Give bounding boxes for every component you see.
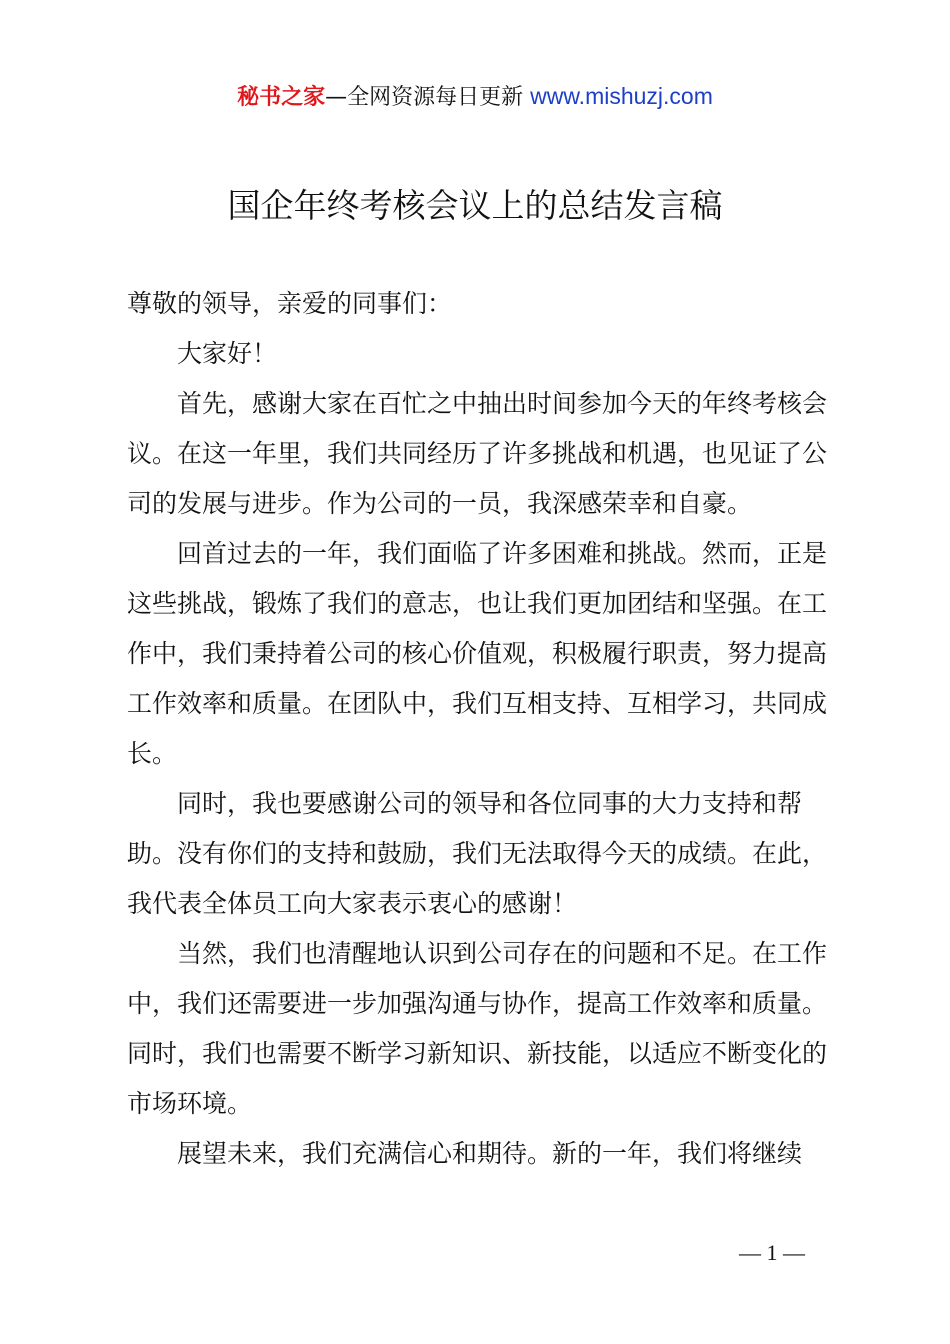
header-banner [0,80,950,114]
paragraph-opening: 首先，感谢大家在百忙之中抽出时间参加今天的年终考核会议。在这一年里，我们共同经历了许多挑战和机遇，也见证了公司的发展与进步。作为公司的一员，我深感荣幸和自豪。 [127,389,828,518]
paragraph-review: 回首过去的一年，我们面临了许多困难和挑战。然而，正是这些挑战，锻炼了我们的意志，也让我们更加团结和坚强。在工作中，我们秉持着公司的核心价值观，积极履行职责，努力提高工作效率和质量。在团队中，我们互相支持、互相学习，共同成长。 [127,539,828,768]
paragraph-outlook: 展望未来，我们充满信心和期待。新的一年，我们将继续 [177,1139,803,1168]
salutation: 尊敬的领导，亲爱的同事们： [127,289,453,318]
brand-name: 秘书之家 [237,85,326,110]
paragraph-problems: 当然，我们也清醒地认识到公司存在的问题和不足。在工作中，我们还需要进一步加强沟通与协作，提高工作效率和质量。同时，我们也需要不断学习新知识、新技能，以适应不断变化的市场环境。 [127,939,828,1118]
site-url-link[interactable]: www.mishuzj.com [530,83,713,109]
page-number: — 1 — [739,1240,805,1265]
paragraph-thanks: 同时，我也要感谢公司的领导和各位同事的大力支持和帮助。没有你们的支持和鼓励，我们无法取得今天的成绩。在此，我代表全体员工向大家表示衷心的感谢！ [127,789,828,918]
paragraph-greeting: 大家好！ [177,339,278,368]
header-slogan: —全网资源每日更新 [325,85,531,110]
document-body [127,279,837,1179]
document-title: 国企年终考核会议上的总结发言稿 [227,186,723,225]
